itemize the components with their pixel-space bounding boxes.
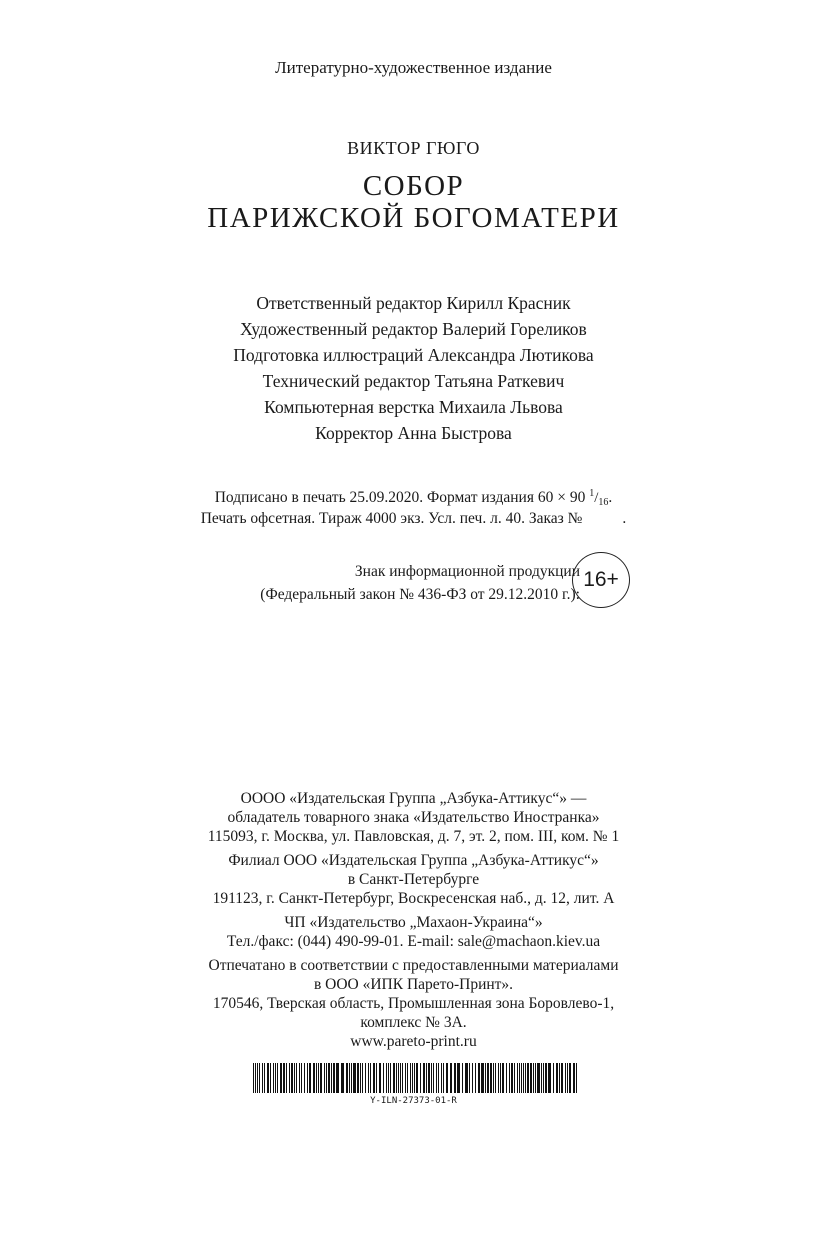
- print-info-end-1: .: [608, 489, 613, 506]
- barcode-bar: [465, 1063, 468, 1093]
- barcode-bar: [304, 1063, 305, 1093]
- barcode-bar: [402, 1063, 403, 1093]
- barcode-bar: [541, 1063, 542, 1093]
- barcode-bar: [318, 1063, 319, 1093]
- barcode-bar: [446, 1063, 448, 1093]
- barcode-bar: [537, 1063, 540, 1093]
- barcode-bar: [368, 1063, 369, 1093]
- barcode-bar: [431, 1063, 432, 1093]
- barcode-bar: [299, 1063, 300, 1093]
- barcode-bar: [500, 1063, 501, 1093]
- barcode-bar: [273, 1063, 274, 1093]
- barcode-bar: [349, 1063, 350, 1093]
- barcode-bar: [291, 1063, 293, 1093]
- print-info-line-1: [0, 488, 827, 508]
- barcode-bar: [414, 1063, 415, 1093]
- barcode-bar: [475, 1063, 476, 1093]
- barcode-bar: [423, 1063, 425, 1093]
- barcode-bar: [264, 1063, 265, 1093]
- print-info-end-2: .: [622, 510, 627, 527]
- barcode-bar: [333, 1063, 335, 1093]
- barcode-bar: [462, 1063, 463, 1093]
- barcode-bar: [326, 1063, 327, 1093]
- barcode-bar: [426, 1063, 427, 1093]
- barcode-bar: [412, 1063, 413, 1093]
- barcode-bar: [514, 1063, 515, 1093]
- author-name: ВИКТОР ГЮГО: [347, 138, 480, 158]
- barcode-bar: [253, 1063, 254, 1093]
- barcode-bar: [400, 1063, 401, 1093]
- credit-line: Подготовка иллюстраций Александра Лютикова: [233, 345, 594, 365]
- barcode-bar: [441, 1063, 442, 1093]
- barcode-bar: [316, 1063, 317, 1093]
- barcode-bar: [454, 1063, 456, 1093]
- barcode-bar: [289, 1063, 290, 1093]
- barcode-bar: [386, 1063, 387, 1093]
- barcode-bar: [280, 1063, 282, 1093]
- barcode-bar: [398, 1063, 399, 1093]
- barcode-bar: [407, 1063, 408, 1093]
- barcode-bar: [472, 1063, 473, 1093]
- barcode-bar: [296, 1063, 297, 1093]
- barcode-bar: [379, 1063, 381, 1093]
- imprint-line: Отпечатано в соответствии с предоставленными материалами: [208, 957, 619, 974]
- age-rating-badge: 16+: [572, 552, 630, 608]
- barcode-bar: [360, 1063, 361, 1093]
- barcode-bar: [270, 1063, 271, 1093]
- barcode-bar: [346, 1063, 348, 1093]
- imprint-line: Филиал ООО «Издательская Группа „Азбука-Аттикус“»: [228, 852, 599, 869]
- barcode-bar: [525, 1063, 526, 1093]
- barcode-bar: [485, 1063, 486, 1093]
- barcode-bar: [383, 1063, 384, 1093]
- barcode-bar: [535, 1063, 536, 1093]
- barcode-bar: [495, 1063, 496, 1093]
- print-info-text-1: Подписано в печать 25.09.2020. Формат издания 60 × 90: [214, 489, 586, 506]
- barcode-bar: [286, 1063, 287, 1093]
- imprint-website: www.pareto-print.ru: [350, 1033, 477, 1050]
- barcode-bar: [341, 1063, 344, 1093]
- barcode-bar: [393, 1063, 395, 1093]
- barcode-bar: [490, 1063, 492, 1093]
- imprint-line: ОООО «Издательская Группа „Азбука-Аттикус“» —: [240, 790, 587, 807]
- barcode-bar: [567, 1063, 568, 1093]
- barcode-bar: [469, 1063, 470, 1093]
- barcode-bar: [573, 1063, 575, 1093]
- barcode-bar: [433, 1063, 434, 1093]
- credit-line: Корректор Анна Быстрова: [315, 423, 512, 443]
- barcode-bar: [487, 1063, 489, 1093]
- barcode-bar: [309, 1063, 311, 1093]
- barcode-bar: [556, 1063, 558, 1093]
- barcode-bar: [277, 1063, 278, 1093]
- barcode-bar: [436, 1063, 437, 1093]
- barcode-bar: [517, 1063, 518, 1093]
- barcode-bar: [410, 1063, 411, 1093]
- barcode-bar: [373, 1063, 375, 1093]
- barcode-bar: [548, 1063, 551, 1093]
- barcode-bar: [328, 1063, 330, 1093]
- barcode-bar: [420, 1063, 421, 1093]
- imprint-line: 191123, г. Санкт-Петербург, Воскресенская наб., д. 12, лит. А: [212, 890, 615, 907]
- barcode-bar: [396, 1063, 397, 1093]
- barcode-bar: [521, 1063, 522, 1093]
- imprint-line: Тел./факс: (044) 490-99-01. E-mail: sale@machaon.kiev.ua: [226, 933, 601, 950]
- barcode-bar: [561, 1063, 563, 1093]
- title-line-2: ПАРИЖСКОЙ БОГОМАТЕРИ: [207, 202, 620, 234]
- barcode-bar: [357, 1063, 359, 1093]
- title-line-1: СОБОР: [362, 170, 465, 202]
- imprint-line: обладатель товарного знака «Издательство Иностранка»: [227, 809, 600, 826]
- barcode-bar: [569, 1063, 571, 1093]
- barcode-bar: [416, 1063, 418, 1093]
- credit-line: Компьютерная верстка Михаила Львова: [264, 397, 563, 417]
- barcode-bar: [457, 1063, 460, 1093]
- print-info-line-2: [0, 510, 827, 528]
- barcode-bar: [533, 1063, 534, 1093]
- format-numerator: 1: [589, 488, 595, 499]
- barcode-code: Y-ILN-27373-01-R: [370, 1096, 457, 1106]
- format-denominator: 16: [598, 497, 609, 508]
- imprint-line: в Санкт-Петербурге: [347, 871, 480, 888]
- barcode-bar: [283, 1063, 285, 1093]
- imprint-line: в ООО «ИПК Парето-Принт».: [313, 976, 514, 993]
- barcode-bar: [553, 1063, 554, 1093]
- imprint-line: ЧП «Издательство „Махаон-Украина“»: [284, 914, 543, 931]
- credit-line: Ответственный редактор Кирилл Красник: [256, 293, 571, 313]
- barcode-bar: [443, 1063, 444, 1093]
- barcode-bar: [390, 1063, 391, 1093]
- barcode-bar: [370, 1063, 371, 1093]
- barcode-bar: [275, 1063, 276, 1093]
- barcode-bar: [257, 1063, 258, 1093]
- barcode-bar: [543, 1063, 544, 1093]
- barcode-bar: [478, 1063, 480, 1093]
- barcode-bar: [559, 1063, 560, 1093]
- barcode-bar: [255, 1063, 256, 1093]
- barcode-bar: [313, 1063, 315, 1093]
- barcode-bar: [519, 1063, 520, 1093]
- barcode-bar: [481, 1063, 484, 1093]
- barcode-bar: [523, 1063, 524, 1093]
- barcode-bar: [336, 1063, 339, 1093]
- imprint-line: 170546, Тверская область, Промышленная зона Боровлево-1,: [212, 995, 615, 1012]
- barcode-bar: [267, 1063, 269, 1093]
- barcode-bar: [493, 1063, 494, 1093]
- barcode-bar: [527, 1063, 529, 1093]
- barcode-bar: [331, 1063, 332, 1093]
- barcode-bar: [301, 1063, 302, 1093]
- barcode-bar: [530, 1063, 532, 1093]
- barcode-bar: [438, 1063, 439, 1093]
- barcode-bar: [511, 1063, 513, 1093]
- barcode-bar: [576, 1063, 577, 1093]
- genre-label: Литературно-художественное издание: [275, 58, 552, 77]
- barcode-bar: [450, 1063, 452, 1093]
- barcode-bar: [376, 1063, 377, 1093]
- barcode-bar: [324, 1063, 325, 1093]
- barcode-bar: [320, 1063, 322, 1093]
- barcode-bar: [307, 1063, 308, 1093]
- barcode-bar: [294, 1063, 295, 1093]
- barcode-image: [253, 1063, 581, 1093]
- barcode-bar: [365, 1063, 366, 1093]
- barcode-bar: [428, 1063, 430, 1093]
- barcode-bar: [388, 1063, 389, 1093]
- barcode-bar: [262, 1063, 263, 1093]
- barcode-bar: [502, 1063, 504, 1093]
- credit-line: Художественный редактор Валерий Гореликов: [240, 319, 587, 339]
- barcode-bar: [259, 1063, 260, 1093]
- info-sign-line-2: (Федеральный закон № 436-ФЗ от 29.12.2010 г.):: [260, 586, 580, 603]
- credit-line: Технический редактор Татьяна Раткевич: [262, 371, 565, 391]
- barcode-bar: [498, 1063, 499, 1093]
- imprint-line: 115093, г. Москва, ул. Павловская, д. 7, эт. 2, пом. III, ком. № 1: [207, 828, 620, 845]
- format-slash: /: [594, 490, 599, 506]
- barcode-bar: [405, 1063, 406, 1093]
- print-info-text-2: Печать офсетная. Тираж 4000 экз. Усл. печ. л. 40. Заказ №: [200, 510, 583, 527]
- info-sign-line-1: Знак информационной продукции: [354, 563, 580, 580]
- barcode-bar: [362, 1063, 363, 1093]
- barcode-bar: [353, 1063, 356, 1093]
- barcode-bar: [509, 1063, 510, 1093]
- imprint-line: комплекс № 3А.: [360, 1014, 467, 1031]
- info-sign-text: [160, 560, 580, 606]
- barcode-bar: [565, 1063, 566, 1093]
- barcode-bar: [351, 1063, 352, 1093]
- barcode-bar: [545, 1063, 547, 1093]
- barcode-bar: [506, 1063, 507, 1093]
